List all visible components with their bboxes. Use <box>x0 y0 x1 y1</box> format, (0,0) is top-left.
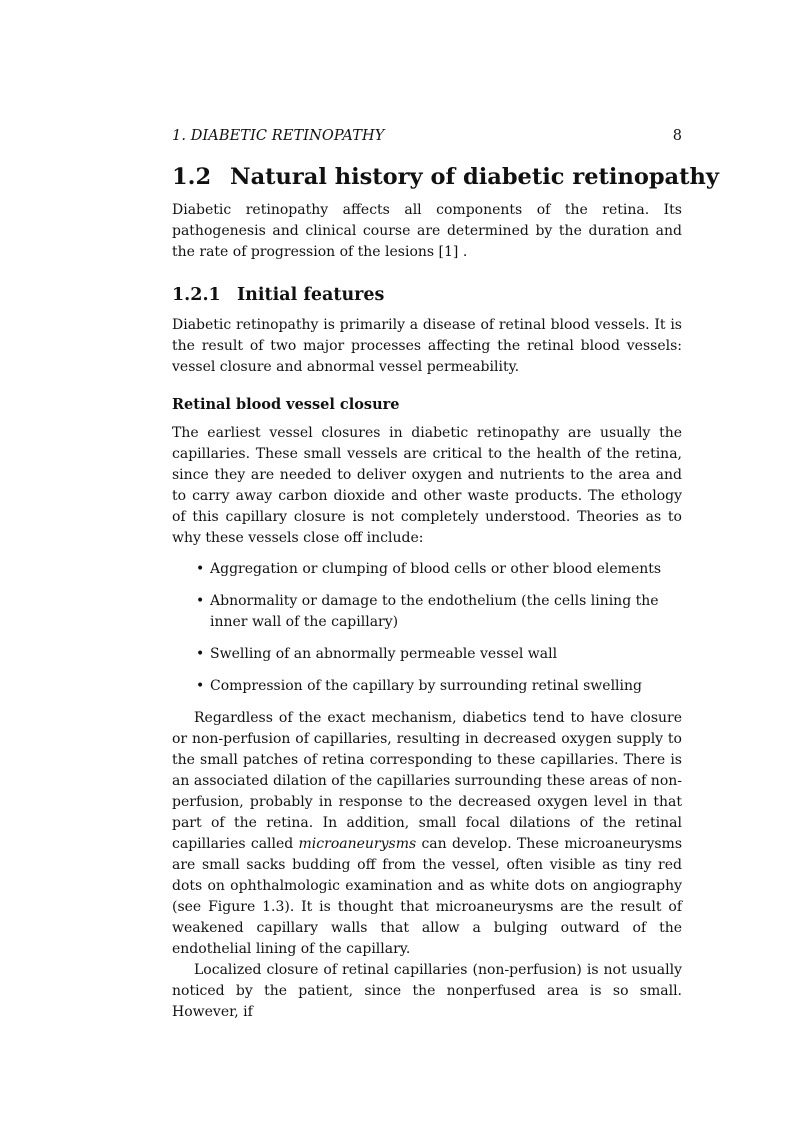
mechanism-text-start: Regardless of the exact mechanism, diabetics tend to have closure or non-perfusion of capillaries, resulting in decreased oxygen supply to the small patches of retina corresponding to these capillaries. There is an associated dilation of the capillaries surrounding these areas of non-perfusion, probably in response to the decreased oxygen level in that part of the retina. In addition, small focal dilations of the retinal capillaries called <box>172 710 682 852</box>
list-item <box>172 559 682 580</box>
section-number: 1.2 <box>172 164 212 190</box>
bullet-icon: • <box>196 593 205 609</box>
list-item-text: Aggregation or clumping of blood cells or other blood elements <box>210 561 662 577</box>
mechanism-text-end: can develop. These microaneurysms are small sacks budding off from the vessel, often visible as tiny red dots on ophthalmologic examination and as white dots on angiography (see Figure 1.3). It is thought that microaneurysms are the result of weakened capillary walls that allow a bulging outward of the endothelial lining of the capillary. <box>172 836 683 957</box>
bullet-icon: • <box>196 561 205 577</box>
page-number: 8 <box>672 128 682 144</box>
section-title: Natural history of diabetic retinopathy <box>230 164 719 190</box>
bullet-icon: • <box>196 678 205 694</box>
microaneurysms-term: microaneurysms <box>298 836 417 852</box>
subsection-heading <box>172 283 682 307</box>
running-header <box>172 126 682 148</box>
list-item <box>172 591 682 633</box>
list-item-text: Abnormality or damage to the endothelium (the cells lining the inner wall of the capillary) <box>210 593 659 630</box>
section-intro-paragraph: Diabetic retinopathy affects all components of the retina. Its pathogenesis and clinical course are determined by the duration and the rate of progression of the lesions [1] . <box>172 202 682 260</box>
document-page <box>172 126 719 1023</box>
subsection-title: Initial features <box>237 285 385 305</box>
list-item-text: Swelling of an abnormally permeable vessel wall <box>210 646 558 662</box>
mechanism-paragraph <box>172 708 682 960</box>
paragraph-heading: Retinal blood vessel closure <box>172 396 400 413</box>
subsection-intro-paragraph: Diabetic retinopathy is primarily a disease of retinal blood vessels. It is the result of two major processes affecting the retinal blood vessels: vessel closure and abnormal vessel permeability. <box>172 317 682 375</box>
subsection-number: 1.2.1 <box>172 285 221 305</box>
closure-intro-paragraph: The earliest vessel closures in diabetic retinopathy are usually the capillaries. These small vessels are critical to the health of the retina, since they are needed to deliver oxygen and nutrients to the area and to carry away carbon dioxide and other waste products. The ethology of this capillary closure is not completely understood. Theories as to why these vessels close off include: <box>172 425 682 546</box>
running-header-chapter: 1. DIABETIC RETINOPATHY <box>172 128 385 144</box>
list-item <box>172 644 682 665</box>
list-item <box>172 676 682 697</box>
section-heading <box>172 162 719 192</box>
bullet-icon: • <box>196 646 205 662</box>
nonperfusion-paragraph: Localized closure of retinal capillaries (non-perfusion) is not usually noticed by the patient, since the nonperfused area is so small. However, if <box>172 962 682 1020</box>
closure-theories-list <box>172 559 682 697</box>
list-item-text: Compression of the capillary by surrounding retinal swelling <box>210 678 642 694</box>
